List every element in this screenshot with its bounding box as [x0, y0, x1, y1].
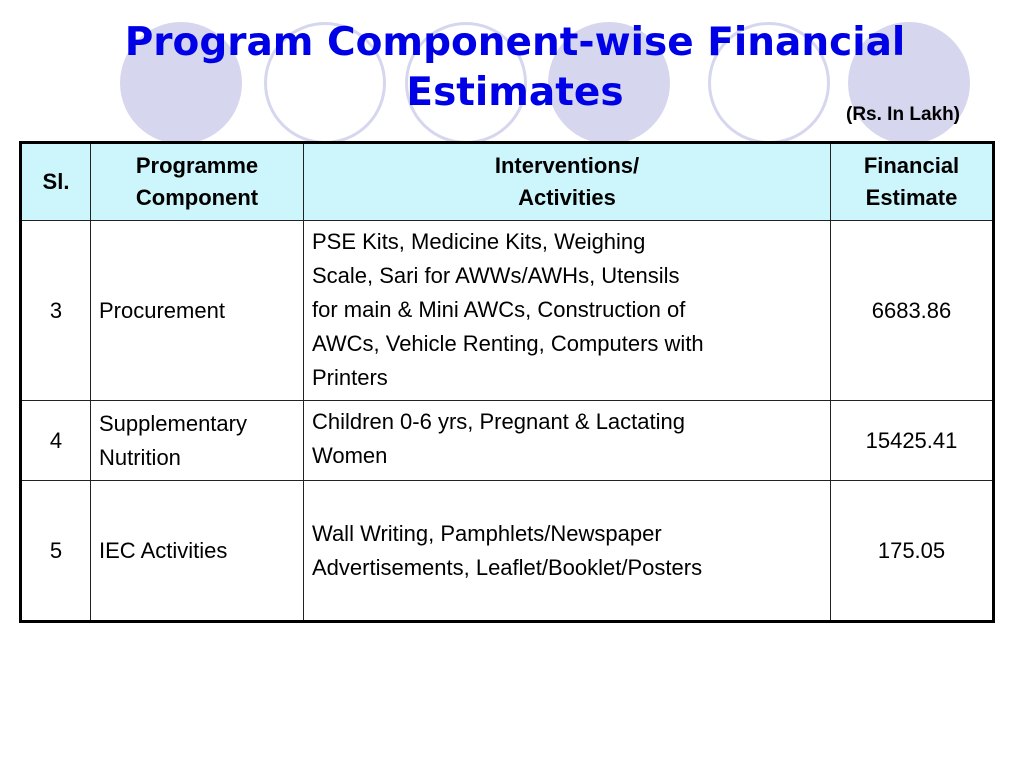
cell-component: Supplementary Nutrition	[91, 401, 304, 481]
header-interventions: Interventions/ Activities	[304, 143, 831, 221]
table-row	[21, 401, 994, 481]
cell-sl: 4	[21, 401, 91, 481]
slide-title-line1: Program Component-wise Financial	[124, 20, 906, 65]
table-header-row	[21, 143, 994, 221]
table-row	[21, 481, 994, 622]
cell-estimate: 15425.41	[831, 401, 994, 481]
header-estimate: Financial Estimate	[831, 143, 994, 221]
cell-estimate: 6683.86	[831, 221, 994, 401]
cell-component: Procurement	[91, 221, 304, 401]
cell-sl: 3	[21, 221, 91, 401]
slide-title-line2: Estimates	[406, 70, 624, 115]
header-component: Programme Component	[91, 143, 304, 221]
table-row	[21, 221, 994, 401]
slide-title	[40, 18, 990, 118]
cell-interventions: Children 0-6 yrs, Pregnant & Lactating Women	[304, 401, 831, 481]
unit-note: (Rs. In Lakh)	[846, 104, 961, 125]
header-sl: Sl.	[21, 143, 91, 221]
cell-estimate: 175.05	[831, 481, 994, 622]
financial-estimates-table	[19, 141, 995, 623]
cell-interventions: Wall Writing, Pamphlets/Newspaper Advertisements, Leaflet/Booklet/Posters	[304, 481, 831, 622]
cell-interventions: PSE Kits, Medicine Kits, Weighing Scale, Sari for AWWs/AWHs, Utensils for main & Mini AWCs, Construction of AWCs, Vehicle Renting, Computers with Printers	[304, 221, 831, 401]
cell-sl: 5	[21, 481, 91, 622]
cell-component: IEC Activities	[91, 481, 304, 622]
